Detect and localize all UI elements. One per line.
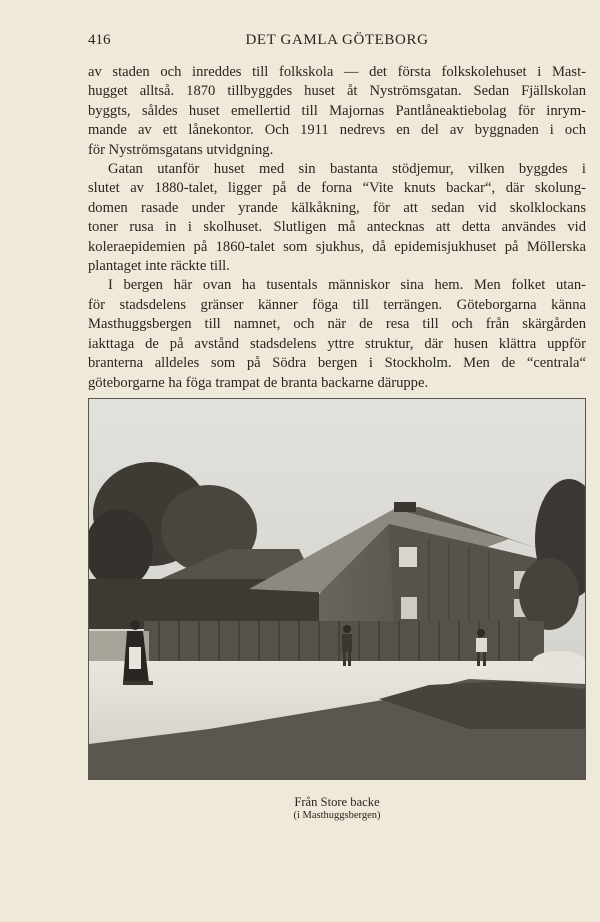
photo-illustration [89,399,585,779]
body-text [88,63,586,393]
text-line: Gatan utanför huset med sin bastanta stödjemur, vilken byggdes i [108,161,586,178]
text-line: domen rasade under yrande kälkåkning, för att sedan vid skolklockans [88,199,586,216]
text-line: för stadsdelens gränser känner föga till terrängen. Göteborgarna känna [88,296,586,313]
running-title: DET GAMLA GÖTEBORG [245,32,429,48]
text-line: mande av ett lånekontor. Och 1911 nedrevs en del av byggnaden i och [88,122,586,139]
paragraph-1 [88,63,586,160]
text-line: iakttaga de på avstånd stadsdelens yttre struktur, där husen klättra uppför [88,335,586,352]
text-line: toner rusa in i skolhuset. Slutligen må antecknas att detta användes vid [88,219,586,236]
text-line: slutet av 1880-talet, ligger på de forna “Vite knuts backar“, där skolung- [88,180,586,197]
paragraph-2 [88,160,586,276]
page-header [88,32,586,54]
text-line: göteborgarne ha föga trampat de branta backarne däruppe. [88,374,429,391]
figure-caption-title: Från Store backe [294,795,380,809]
text-line: byggts, såldes huset emellertid till Majornas Pantlåneaktiebolag för inrym- [88,102,586,119]
text-line: hugget alltså. 1870 tillbyggdes huset åt Nyströmsgatan. Sedan Fjällskolan [88,83,586,100]
text-line: koleraepidemien på 1860-talet som sjukhus, då epidemisjukhuset på Möllerska [88,238,586,255]
text-line: branterna alldeles som på Södra bergen i Stockholm. Men de “centrala“ [88,355,586,372]
photograph [88,398,586,780]
text-line: Masthuggsbergen till namnet, och när de resa till och från skärgården [88,316,586,333]
text-line: för Nyströmsgatans utvidgning. [88,141,274,158]
paragraph-3 [88,276,586,392]
figure-caption-subtitle: (i Masthuggsbergen) [293,810,381,821]
page-number: 416 [88,32,111,48]
rock [533,651,585,671]
text-line: plantaget inte räckte till. [88,258,230,275]
text-line: av staden och inreddes till folkskola — det första folkskolehuset i Mast- [88,64,586,80]
text-line: I bergen här ovan ha tusentals människor sina hem. Men folket utan- [108,277,586,294]
